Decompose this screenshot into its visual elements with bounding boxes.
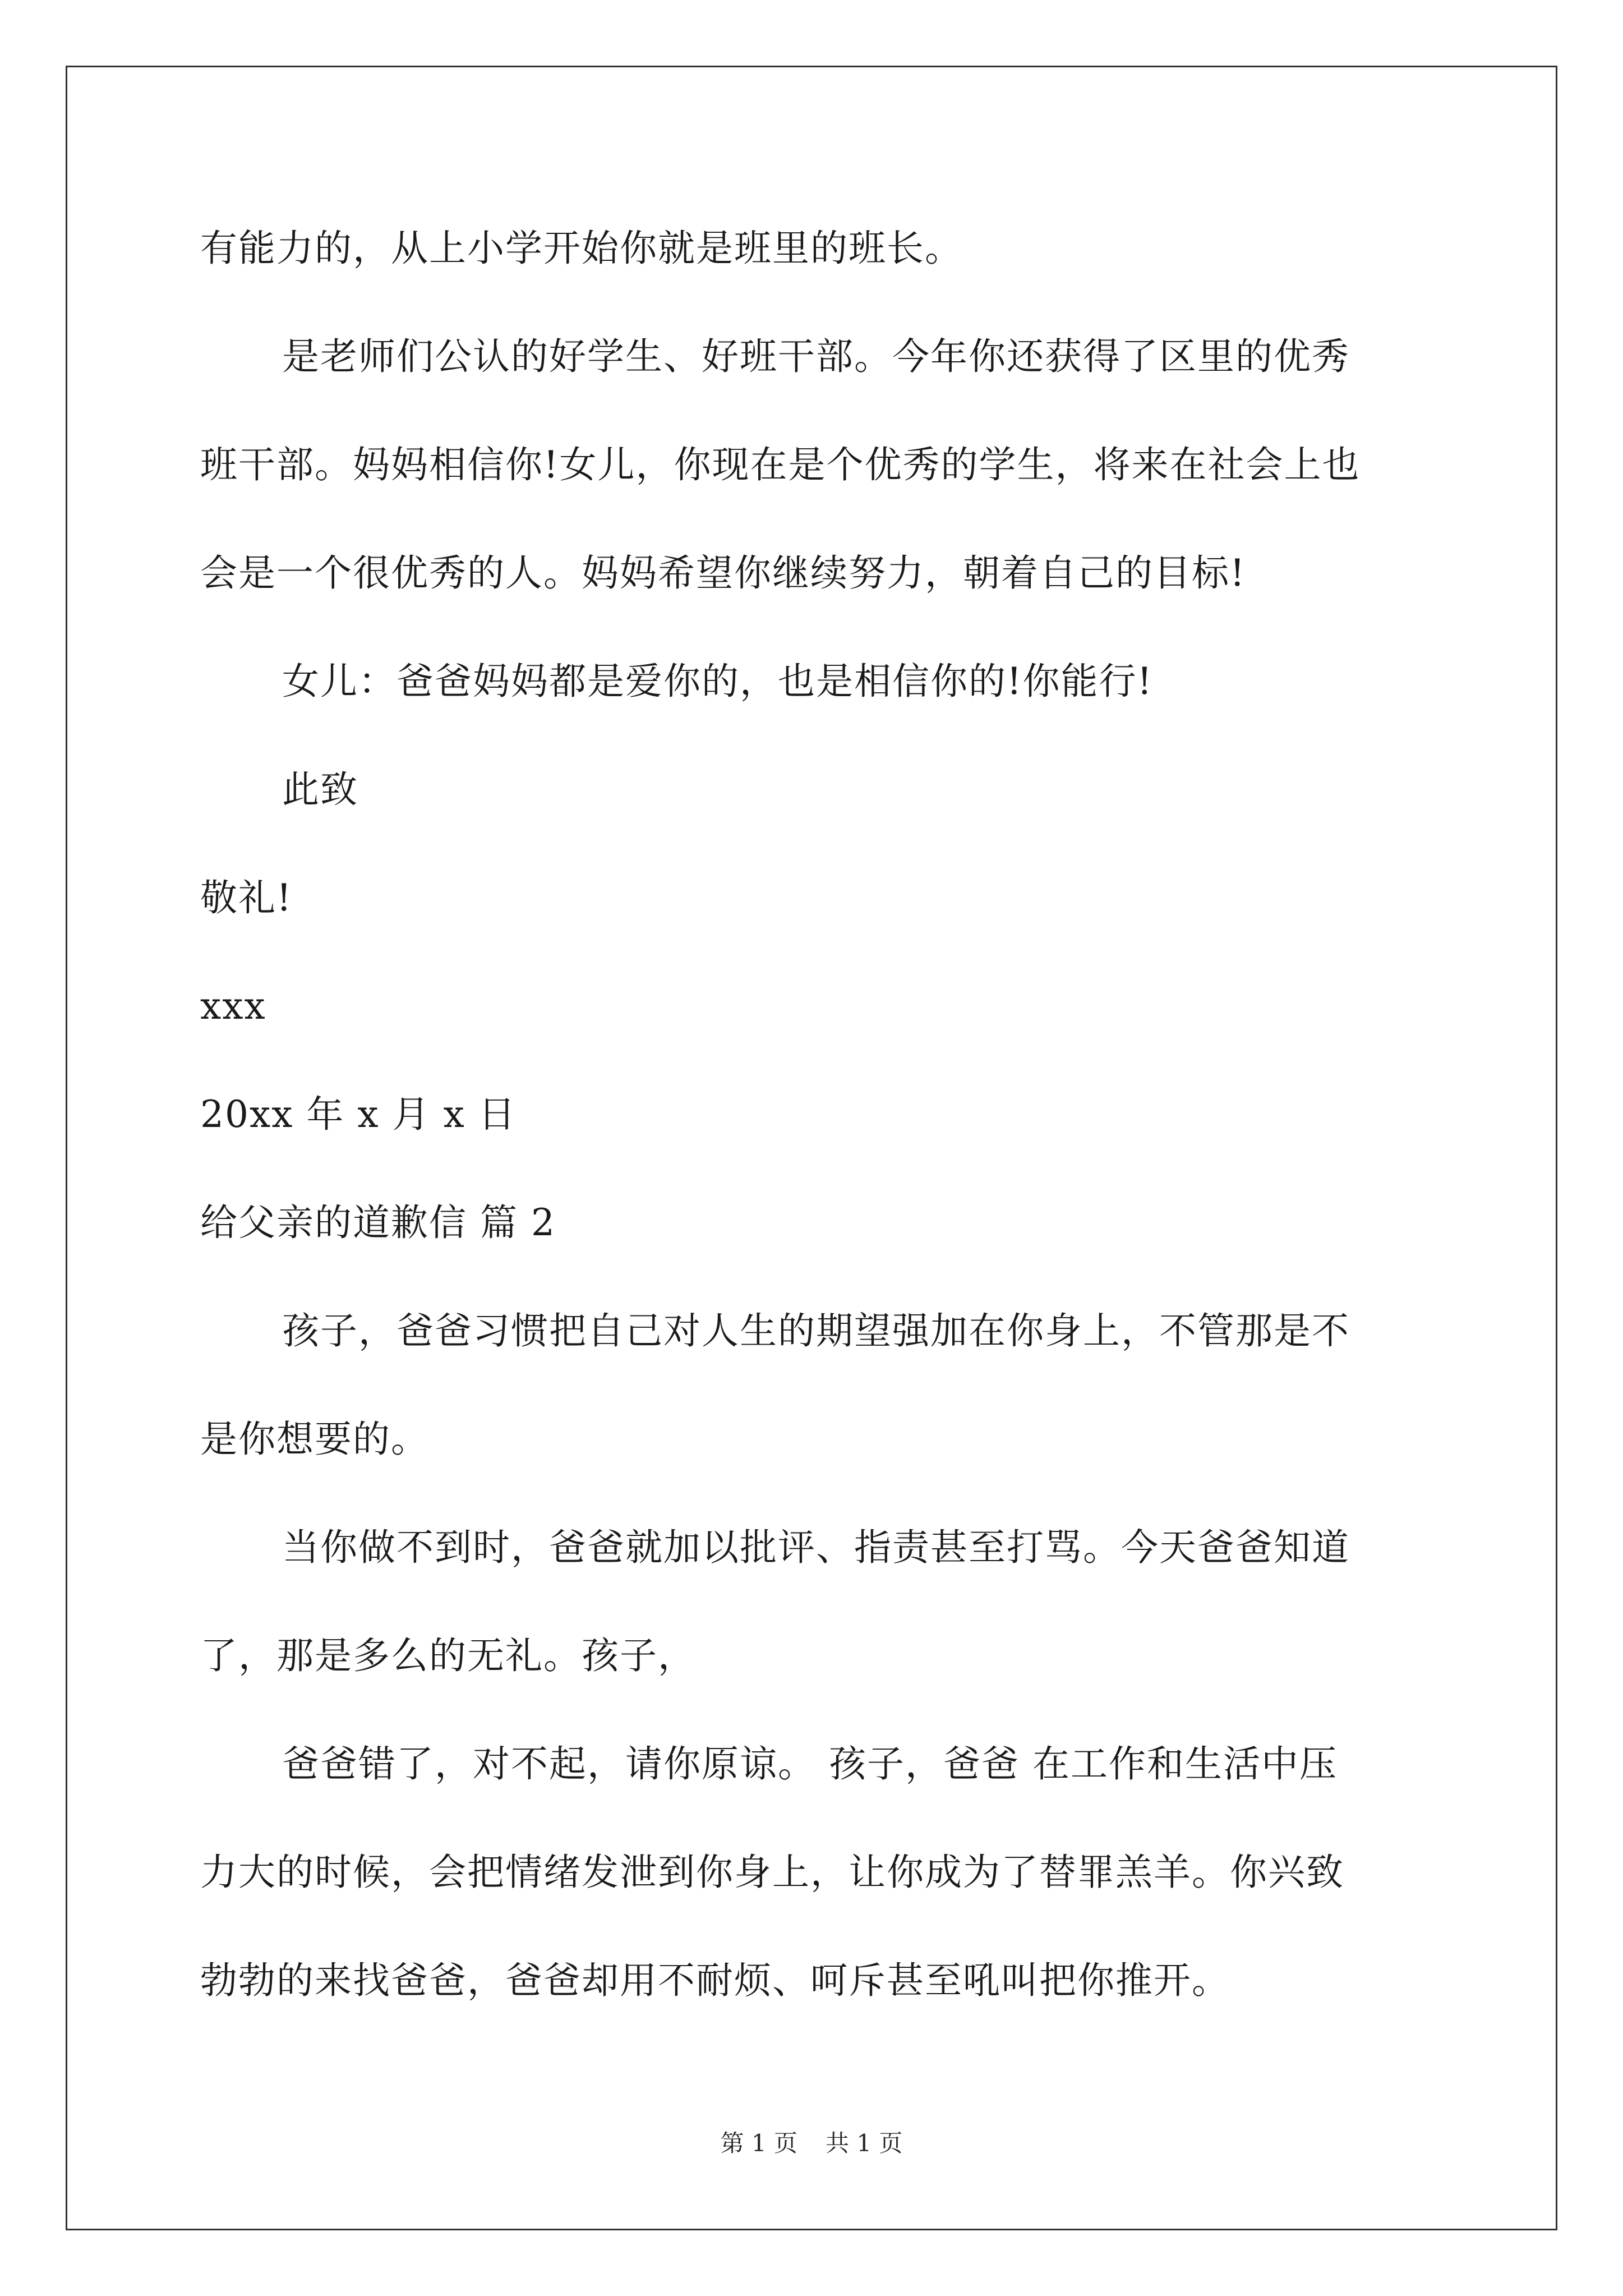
- paragraph-line: 了，那是多么的无礼。孩子，: [200, 1634, 696, 1677]
- page-frame: [66, 66, 1557, 2230]
- paragraph-line: 是老师们公认的好学生、好班干部。今年你还获得了区里的优秀: [282, 335, 1350, 378]
- closing-salutation: 此致: [282, 768, 358, 811]
- paragraph-line: 当你做不到时，爸爸就加以批评、指责甚至打骂。今天爸爸知道: [282, 1526, 1350, 1569]
- paragraph-line: 女儿：爸爸妈妈都是爱你的，也是相信你的!你能行!: [282, 660, 1154, 703]
- section-heading: 给父亲的道歉信 篇 2: [200, 1201, 556, 1244]
- signature: xxx: [200, 984, 266, 1028]
- paragraph-line: 有能力的，从上小学开始你就是班里的班长。: [200, 227, 963, 270]
- page-number: 第 1 页: [720, 2129, 797, 2157]
- paragraph-line: 勃勃的来找爸爸，爸爸却用不耐烦、呵斥甚至吼叫把你推开。: [200, 1959, 1230, 2002]
- closing-regards: 敬礼!: [200, 876, 293, 919]
- paragraph-line: 班干部。妈妈相信你!女儿，你现在是个优秀的学生，将来在社会上也: [200, 443, 1361, 486]
- page-count: 共 1 页: [826, 2129, 903, 2157]
- paragraph-line: 会是一个很优秀的人。妈妈希望你继续努力，朝着自己的目标!: [200, 551, 1246, 595]
- paragraph-line: 力大的时候，会把情绪发泄到你身上，让你成为了替罪羔羊。你兴致: [200, 1851, 1344, 1894]
- page-footer: [0, 2129, 1623, 2157]
- paragraph-line: 爸爸错了，对不起，请你原谅。 孩子，爸爸 在工作和生活中压: [282, 1742, 1338, 1786]
- paragraph-line: 孩子，爸爸习惯把自己对人生的期望强加在你身上，不管那是不: [282, 1309, 1350, 1352]
- date-line: 20xx 年 x 月 x 日: [200, 1093, 517, 1136]
- paragraph-line: 是你想要的。: [200, 1418, 429, 1461]
